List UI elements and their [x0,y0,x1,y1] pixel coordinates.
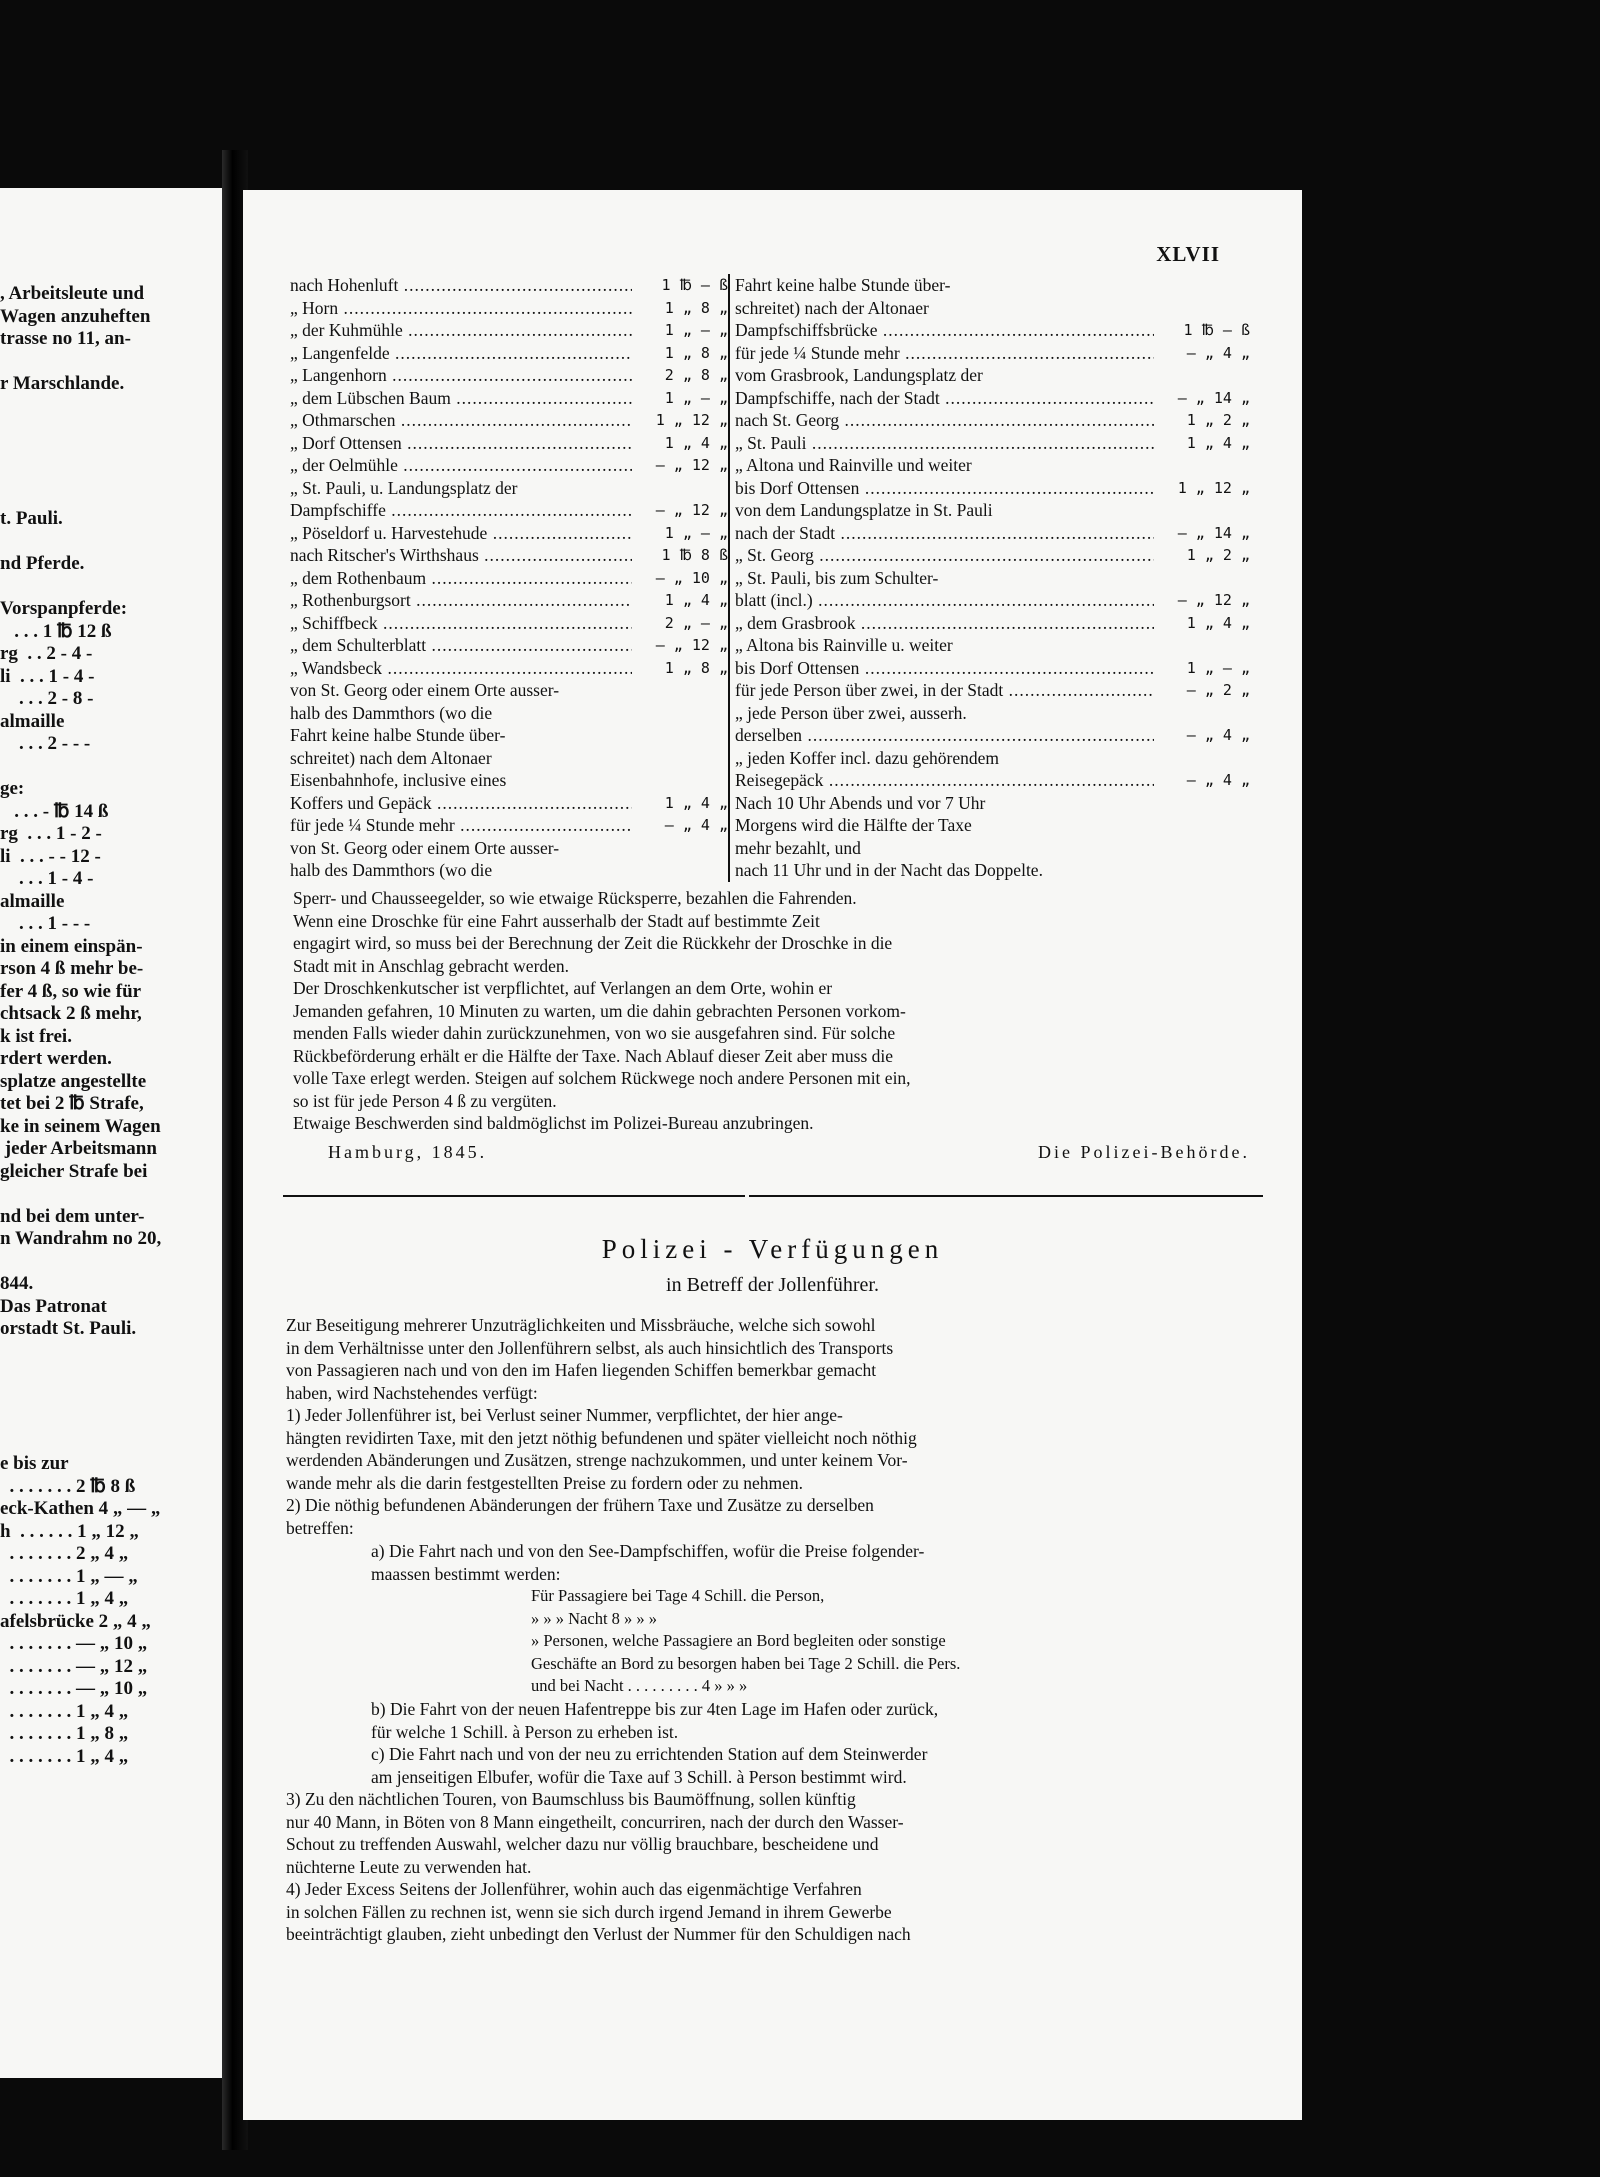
fare-price: 1 „ 12 „ [655,411,728,429]
fare-row [735,454,1250,477]
fare-row [735,589,1250,612]
fare-price: — „ 12 „ [655,636,728,654]
left-page-line: e bis zur [0,1453,69,1474]
fare-row [735,409,1250,432]
fare-destination: Dampfschiffe, nach der Stadt ..... [735,387,1154,410]
fare-row [735,477,1250,500]
left-page-line: rson 4 ß mehr be- [0,958,144,979]
text-line: Der Droschkenkutscher ist verpflichtet, auf Verlangen an dem Orte, wohin er [293,978,833,998]
text-line: c) Die Fahrt nach und von der neu zu errichtenden Station auf dem Steinwerder [371,1744,928,1764]
fare-destination: nach Hohenluft ..... [290,274,632,297]
fare-price: 1 „ — „ [1186,658,1250,677]
text-line: am jenseitigen Elbufer, wofür die Taxe auf 3 Schill. à Person bestimmt wird. [371,1766,907,1787]
left-page-line: . . . . . . . 1 „ — „ [0,1565,138,1587]
fare-row [735,814,1250,837]
section-title: Polizei - Verfügungen [601,1234,944,1264]
fare-row [735,679,1250,702]
text-line: Rückbeförderung erhält er die Hälfte der Taxe. Nach Ablauf dieser Zeit aber muss die [293,1045,894,1066]
fare-destination: „ Altona und Rainville und weiter [735,455,972,475]
fare-destination: „ St. Georg ..... [735,544,1154,567]
fare-destination: „ Langenfelde ..... [290,342,632,365]
fare-price: 1 „ — „ [664,388,728,407]
fare-row [290,454,728,477]
fare-destination: „ Horn ..... [290,297,632,320]
fare-row [290,814,728,837]
text-line: nüchterne Leute zu verwenden hat. [286,1856,532,1877]
fare-row [290,297,728,320]
fare-row [735,837,1250,860]
fare-destination: „ St. Pauli, bis zum Schulter- [735,567,939,588]
fare-note-line: Fahrt keine halbe Stunde über- [290,725,506,745]
fare-price: 1 „ — „ [664,321,728,339]
left-page-line: Vorspanpferde: [0,598,128,619]
left-page-line: Das Patronat [0,1295,107,1317]
left-page-line: . . . . . . . 1 „ 4 „ [0,1700,129,1722]
left-page-line: . . . . . . . 1 „ 8 „ [0,1723,129,1744]
text-line: haben, wird Nachstehendes verfügt: [286,1382,538,1403]
item-b [371,1698,1252,1743]
fare-note-line: von St. Georg oder einem Orte ausser- [290,837,560,858]
left-page-line: ke in seinem Wagen [0,1115,161,1137]
left-page-line: Wagen anzuheften [0,305,151,327]
page-number: XLVII [1156,242,1220,266]
fare-destination: von dem Landungsplatze in St. Pauli [735,500,993,520]
left-page [0,188,230,2078]
fare-destination: „ St. Pauli, u. Landungsplatz der [290,477,518,498]
fare-destination: „ dem Rothenbaum ..... [290,567,632,590]
fare-row [290,657,728,680]
left-page-line: afelsbrücke 2 „ 4 „ [0,1610,151,1632]
text-line: volle Taxe erlegt werden. Steigen auf solchem Rückwege noch andere Personen mit ein, [293,1068,911,1088]
left-page-line: ge: [0,778,25,799]
fare-price: 1 „ 4 „ [664,433,728,452]
text-line: nur 40 Mann, in Böten von 8 Mann eingetheilt, concurriren, nach der durch den Wasser- [286,1811,904,1832]
fare-price: — „ 4 „ [1186,343,1250,362]
fare-row [290,409,728,432]
left-page-line: . . . - ℔ 14 ß [0,800,109,822]
fare-row [735,274,1250,297]
fare-destination: „ St. Pauli ..... [735,432,1154,455]
left-page-line: trasse no 11, an- [0,328,131,349]
fare-row [735,319,1250,342]
fare-row [735,387,1250,410]
fare-destination: bis Dorf Ottensen ..... [735,477,1154,500]
fare-row [290,522,728,545]
fare-row [735,724,1250,747]
fare-destination: Koffers und Gepäck ..... [290,792,632,815]
text-line: 1) Jeder Jollenführer ist, bei Verlust seiner Nummer, verpflichtet, der hier ange- [286,1405,843,1425]
fare-price: 1 „ 8 „ [664,298,728,317]
text-line: werdenden Abänderungen und Zusätzen, strenge nachzukommen, und unter keinem Vor- [286,1450,908,1470]
left-page-line: eck-Kathen 4 „ — „ [0,1498,161,1519]
left-page-line: r Marschlande. [0,373,125,394]
text-line: Sperr- und Chausseegelder, so wie etwaige Rücksperre, bezahlen die Fahrenden. [293,888,857,908]
left-page-line: . . . . . . . — „ 10 „ [0,1678,148,1699]
item-a [371,1540,1252,1585]
fare-price: 1 „ 4 „ [664,591,728,609]
fare-row [290,477,728,500]
fare-destination: „ Wandsbeck ..... [290,657,632,680]
fare-note-line: halb des Dammthors (wo die [290,860,493,880]
text-line: 3) Zu den nächtlichen Touren, von Baumschluss bis Baumöffnung, sollen künftig [286,1789,856,1809]
fare-price: 1 „ 2 „ [1186,411,1250,429]
fare-price: 1 „ — „ [664,523,728,542]
text-line: betreffen: [286,1517,354,1538]
fare-destination: schreitet) nach der Altonaer [735,297,929,318]
text-line: wande mehr als die darin festgestellten Preise zu fordern oder zu nehmen. [286,1472,804,1493]
divider-left [283,1195,745,1197]
text-line: hängten revidirten Taxe, mit den jetzt nöthig befundenen und später vielleicht noch nöthig [286,1427,917,1448]
text-line: » Personen, welche Passagiere an Bord begleiten oder sonstige [531,1631,946,1650]
text-line: in solchen Fällen zu rechnen ist, wenn sie sich durch irgend Jemand in ihrem Gewerbe [286,1901,892,1922]
item-a-prices [531,1585,1251,1698]
left-page-line: . . . . . . . 1 „ 4 „ [0,1745,129,1767]
fare-row [735,567,1250,590]
fare-destination: Morgens wird die Hälfte der Taxe [735,815,972,835]
fare-price: 1 „ 8 „ [664,658,728,677]
fare-price: — „ 12 „ [655,456,728,474]
fare-price: — „ 10 „ [655,568,728,587]
fare-price: 2 „ 8 „ [664,366,728,384]
fare-row [735,859,1250,882]
fare-destination: für jede ¼ Stunde mehr ..... [735,342,1154,365]
fare-destination: „ jeden Koffer incl. dazu gehörendem [735,747,1000,768]
left-page-line: . . . . . . . — „ 10 „ [0,1633,148,1654]
fare-row [735,364,1250,387]
fare-destination: „ dem Grasbrook ..... [735,612,1154,635]
fare-destination: Reisegepäck ..... [735,769,1154,792]
fare-row [735,432,1250,455]
fare-destination: „ Schiffbeck ..... [290,612,632,635]
text-line: 2) Die nöthig befundenen Abänderungen der frühern Taxe und Zusätze zu derselben [286,1495,874,1515]
left-page-line: rdert werden. [0,1048,112,1069]
fare-row [735,342,1250,365]
left-page-line: rg . . . 1 - 2 - [0,823,102,844]
fare-price: 1 „ 2 „ [1186,546,1250,564]
fare-row [290,612,728,635]
text-line: Zur Beseitigung mehrerer Unzuträglichkeiten und Missbräuche, welche sich sowohl [286,1315,876,1335]
fare-destination: nach 11 Uhr und in der Nacht das Doppelte. [735,860,1043,880]
fare-note-line: Eisenbahnhofe, inclusive eines [290,770,507,790]
fare-row [290,364,728,387]
section-continuation [286,1788,1252,1946]
fare-price: 1 „ 8 „ [664,343,728,362]
fare-row [290,792,728,815]
fare-destination: Nach 10 Uhr Abends und vor 7 Uhr [735,792,986,813]
left-page-line: orstadt St. Pauli. [0,1318,137,1339]
text-line: Jemanden gefahren, 10 Minuten zu warten, um die dahin gebrachten Personen vorkom- [293,1000,906,1021]
fare-price: — „ 14 „ [1177,523,1250,542]
left-page-line: fer 4 ß, so wie für [0,980,142,1002]
left-page-line: almaille [0,890,65,912]
fare-row [735,747,1250,770]
fare-destination: nach Ritscher's Wirthshaus ..... [290,544,632,567]
left-page-line: chtsack 2 ß mehr, [0,1003,142,1024]
fare-row [735,297,1250,320]
text-line: beeinträchtigt glauben, zieht unbedingt den Verlust der Nummer für den Schuldigen nach [286,1924,911,1944]
fare-row [290,499,728,522]
fare-row [735,702,1250,725]
text-line: 4) Jeder Excess Seitens der Jollenführer, wohin auch das eigenmächtige Verfahren [286,1879,862,1899]
text-line: Geschäfte an Bord zu besorgen haben bei Tage 2 Schill. die Pers. [531,1653,961,1673]
fare-destination: „ Dorf Ottensen ..... [290,432,632,455]
section-intro [286,1314,1252,1539]
fare-row [290,567,728,590]
fare-row [735,499,1250,522]
fare-row [290,342,728,365]
fare-destination: blatt (incl.) ..... [735,589,1154,612]
left-page-line: gleicher Strafe bei [0,1160,148,1182]
fare-row [290,387,728,410]
fare-row [735,612,1250,635]
fare-row [735,657,1250,680]
fare-row [735,769,1250,792]
regulations-text [293,887,1250,1135]
left-page-line: . . . . . . . 2 ℔ 8 ß [0,1475,136,1497]
fare-price: — „ 12 „ [1177,591,1250,609]
text-line: in dem Verhältnisse unter den Jollenführern selbst, als auch hinsichtlich des Transports [286,1337,894,1358]
text-line: b) Die Fahrt von der neuen Hafentreppe bis zur 4ten Lage im Hafen oder zurück, [371,1699,939,1719]
fare-row [290,544,728,567]
text-line: a) Die Fahrt nach und von den See-Dampfschiffen, wofür die Preise folgender- [371,1541,925,1561]
fare-price: — „ 12 „ [655,501,728,519]
fare-destination: „ dem Lübschen Baum ..... [290,387,632,410]
left-page-line: , Arbeitsleute und [0,283,145,304]
item-c [371,1743,1252,1788]
left-page-line: . . . 2 - 8 - [0,688,94,709]
text-line: maassen bestimmt werden: [371,1563,561,1584]
text-line: von Passagieren nach und von den im Hafen liegenden Schiffen bemerkbar gemacht [286,1360,877,1380]
text-line: » » » Nacht 8 » » » [531,1608,658,1628]
fare-destination: für jede Person über zwei, in der Stadt ..... [735,679,1154,702]
fare-price: — „ 14 „ [1177,388,1250,407]
fare-note-line: schreitet) nach dem Altonaer [290,747,492,768]
fare-row [290,589,728,612]
left-page-line: li . . . 1 - 4 - [0,665,95,687]
left-page-line: . . . 1 - 4 - [0,868,94,889]
fare-price: 1 „ 4 „ [1186,613,1250,632]
left-page-line: . . . 2 - - - [0,733,91,754]
left-page-line: t. Pauli. [0,508,63,529]
left-page-line: in einem einspän- [0,935,143,957]
fare-price: 1 „ 4 „ [1186,433,1250,452]
fare-destination: für jede ¼ Stunde mehr ..... [290,814,632,837]
fare-destination: Dampfschiffe ..... [290,499,632,522]
left-page-line: k ist frei. [0,1025,72,1047]
text-line: Stadt mit in Anschlag gebracht werden. [293,955,570,976]
left-page-line: . . . . . . . 2 „ 4 „ [0,1543,129,1564]
fare-row [290,274,728,297]
left-page-line: li . . . - - 12 - [0,845,101,867]
fare-price: 1 ℔ — ß [661,276,728,294]
fare-destination: „ Langenhorn ..... [290,364,632,387]
section-subtitle: in Betreff der Jollenführer. [666,1274,879,1296]
fare-row [735,544,1250,567]
fare-price: — „ 4 „ [664,816,728,834]
place-date: Hamburg, 1845. [328,1142,488,1162]
fare-destination: vom Grasbrook, Landungsplatz der [735,365,983,385]
fare-destination: Fahrt keine halbe Stunde über- [735,275,951,295]
divider-right [749,1195,1263,1197]
left-page-line: . . . . . . . — „ 12 „ [0,1655,148,1677]
fare-destination: „ Altona bis Rainville u. weiter [735,635,953,655]
left-page-line: splatze angestellte [0,1070,147,1092]
column-divider [728,274,730,882]
text-line: Wenn eine Droschke für eine Fahrt ausserhalb der Stadt auf bestimmte Zeit [293,910,820,931]
fare-destination: nach der Stadt ..... [735,522,1154,545]
fare-row [735,634,1250,657]
fare-price: 1 ℔ — ß [1183,321,1250,339]
fare-destination: „ Othmarschen ..... [290,409,632,432]
fare-destination: Dampfschiffsbrücke ..... [735,319,1154,342]
left-page-line: . . . 1 - - - [0,913,91,934]
left-page-line: n Wandrahm no 20, [0,1228,162,1249]
fare-destination: „ Rothenburgsort ..... [290,589,632,612]
left-page-line: 844. [0,1273,34,1294]
left-page-line: almaille [0,710,65,732]
left-page-line: rg . . 2 - 4 - [0,643,93,664]
left-page-line: nd Pferde. [0,553,85,574]
fare-row [290,634,728,657]
fare-price: 1 „ 12 „ [1177,478,1250,497]
left-page-line: tet bei 2 ℔ Strafe, [0,1093,144,1114]
text-line: so ist für jede Person 4 ß zu vergüten. [293,1090,557,1111]
fare-price: 1 ℔ 8 ß [661,546,728,564]
text-line: für welche 1 Schill. à Person zu erheben ist. [371,1721,679,1742]
left-page-line: jeder Arbeitsmann [0,1138,157,1159]
fare-destination: mehr bezahlt, und [735,837,861,858]
fare-row [735,792,1250,815]
text-line: engagirt wird, so muss bei der Berechnung der Zeit die Rückkehr der Droschke in die [293,933,893,953]
fare-row [290,432,728,455]
fare-destination: „ jede Person über zwei, ausserh. [735,702,967,723]
text-line: Schout zu treffenden Auswahl, welcher dazu nur völlig brauchbare, bescheidene und [286,1834,879,1854]
fare-note-line: halb des Dammthors (wo die [290,702,493,723]
left-page-line: nd bei dem unter- [0,1205,145,1227]
left-page-line: . . . . . . . 1 „ 4 „ [0,1588,129,1609]
fare-price: 2 „ — „ [664,613,728,632]
text-line: und bei Nacht . . . . . . . . . 4 » » » [531,1676,748,1695]
text-line: Etwaige Beschwerden sind baldmöglichst im Polizei-Bureau anzubringen. [293,1113,814,1133]
left-page-line: h . . . . . . 1 „ 12 „ [0,1520,139,1542]
fare-destination: „ dem Schulterblatt ..... [290,634,632,657]
fare-destination: bis Dorf Ottensen ..... [735,657,1154,680]
fare-note-line: von St. Georg oder einem Orte ausser- [290,680,560,700]
fare-price: — „ 4 „ [1186,726,1250,744]
fare-price: — „ 2 „ [1186,681,1250,699]
text-line: menden Falls wieder dahin zurückzunehmen, von wo sie ausgefahren sind. Für solche [293,1023,896,1043]
fare-destination: „ der Oelmühle ..... [290,454,632,477]
fare-destination: derselben ..... [735,724,1154,747]
fare-destination: nach St. Georg ..... [735,409,1154,432]
right-page [243,190,1302,2120]
text-line: Für Passagiere bei Tage 4 Schill. die Person, [531,1586,825,1605]
fare-row [290,319,728,342]
fare-row [735,522,1250,545]
fare-price: — „ 4 „ [1186,771,1250,789]
fare-destination: „ Pöseldorf u. Harvestehude ..... [290,522,632,545]
fare-destination: „ der Kuhmühle ..... [290,319,632,342]
fare-table-left [290,274,728,882]
fare-price: 1 „ 4 „ [664,793,728,812]
fare-table-right [735,274,1250,882]
authority-signature: Die Polizei-Behörde. [1038,1142,1250,1162]
left-page-line: . . . 1 ℔ 12 ß [0,620,112,642]
